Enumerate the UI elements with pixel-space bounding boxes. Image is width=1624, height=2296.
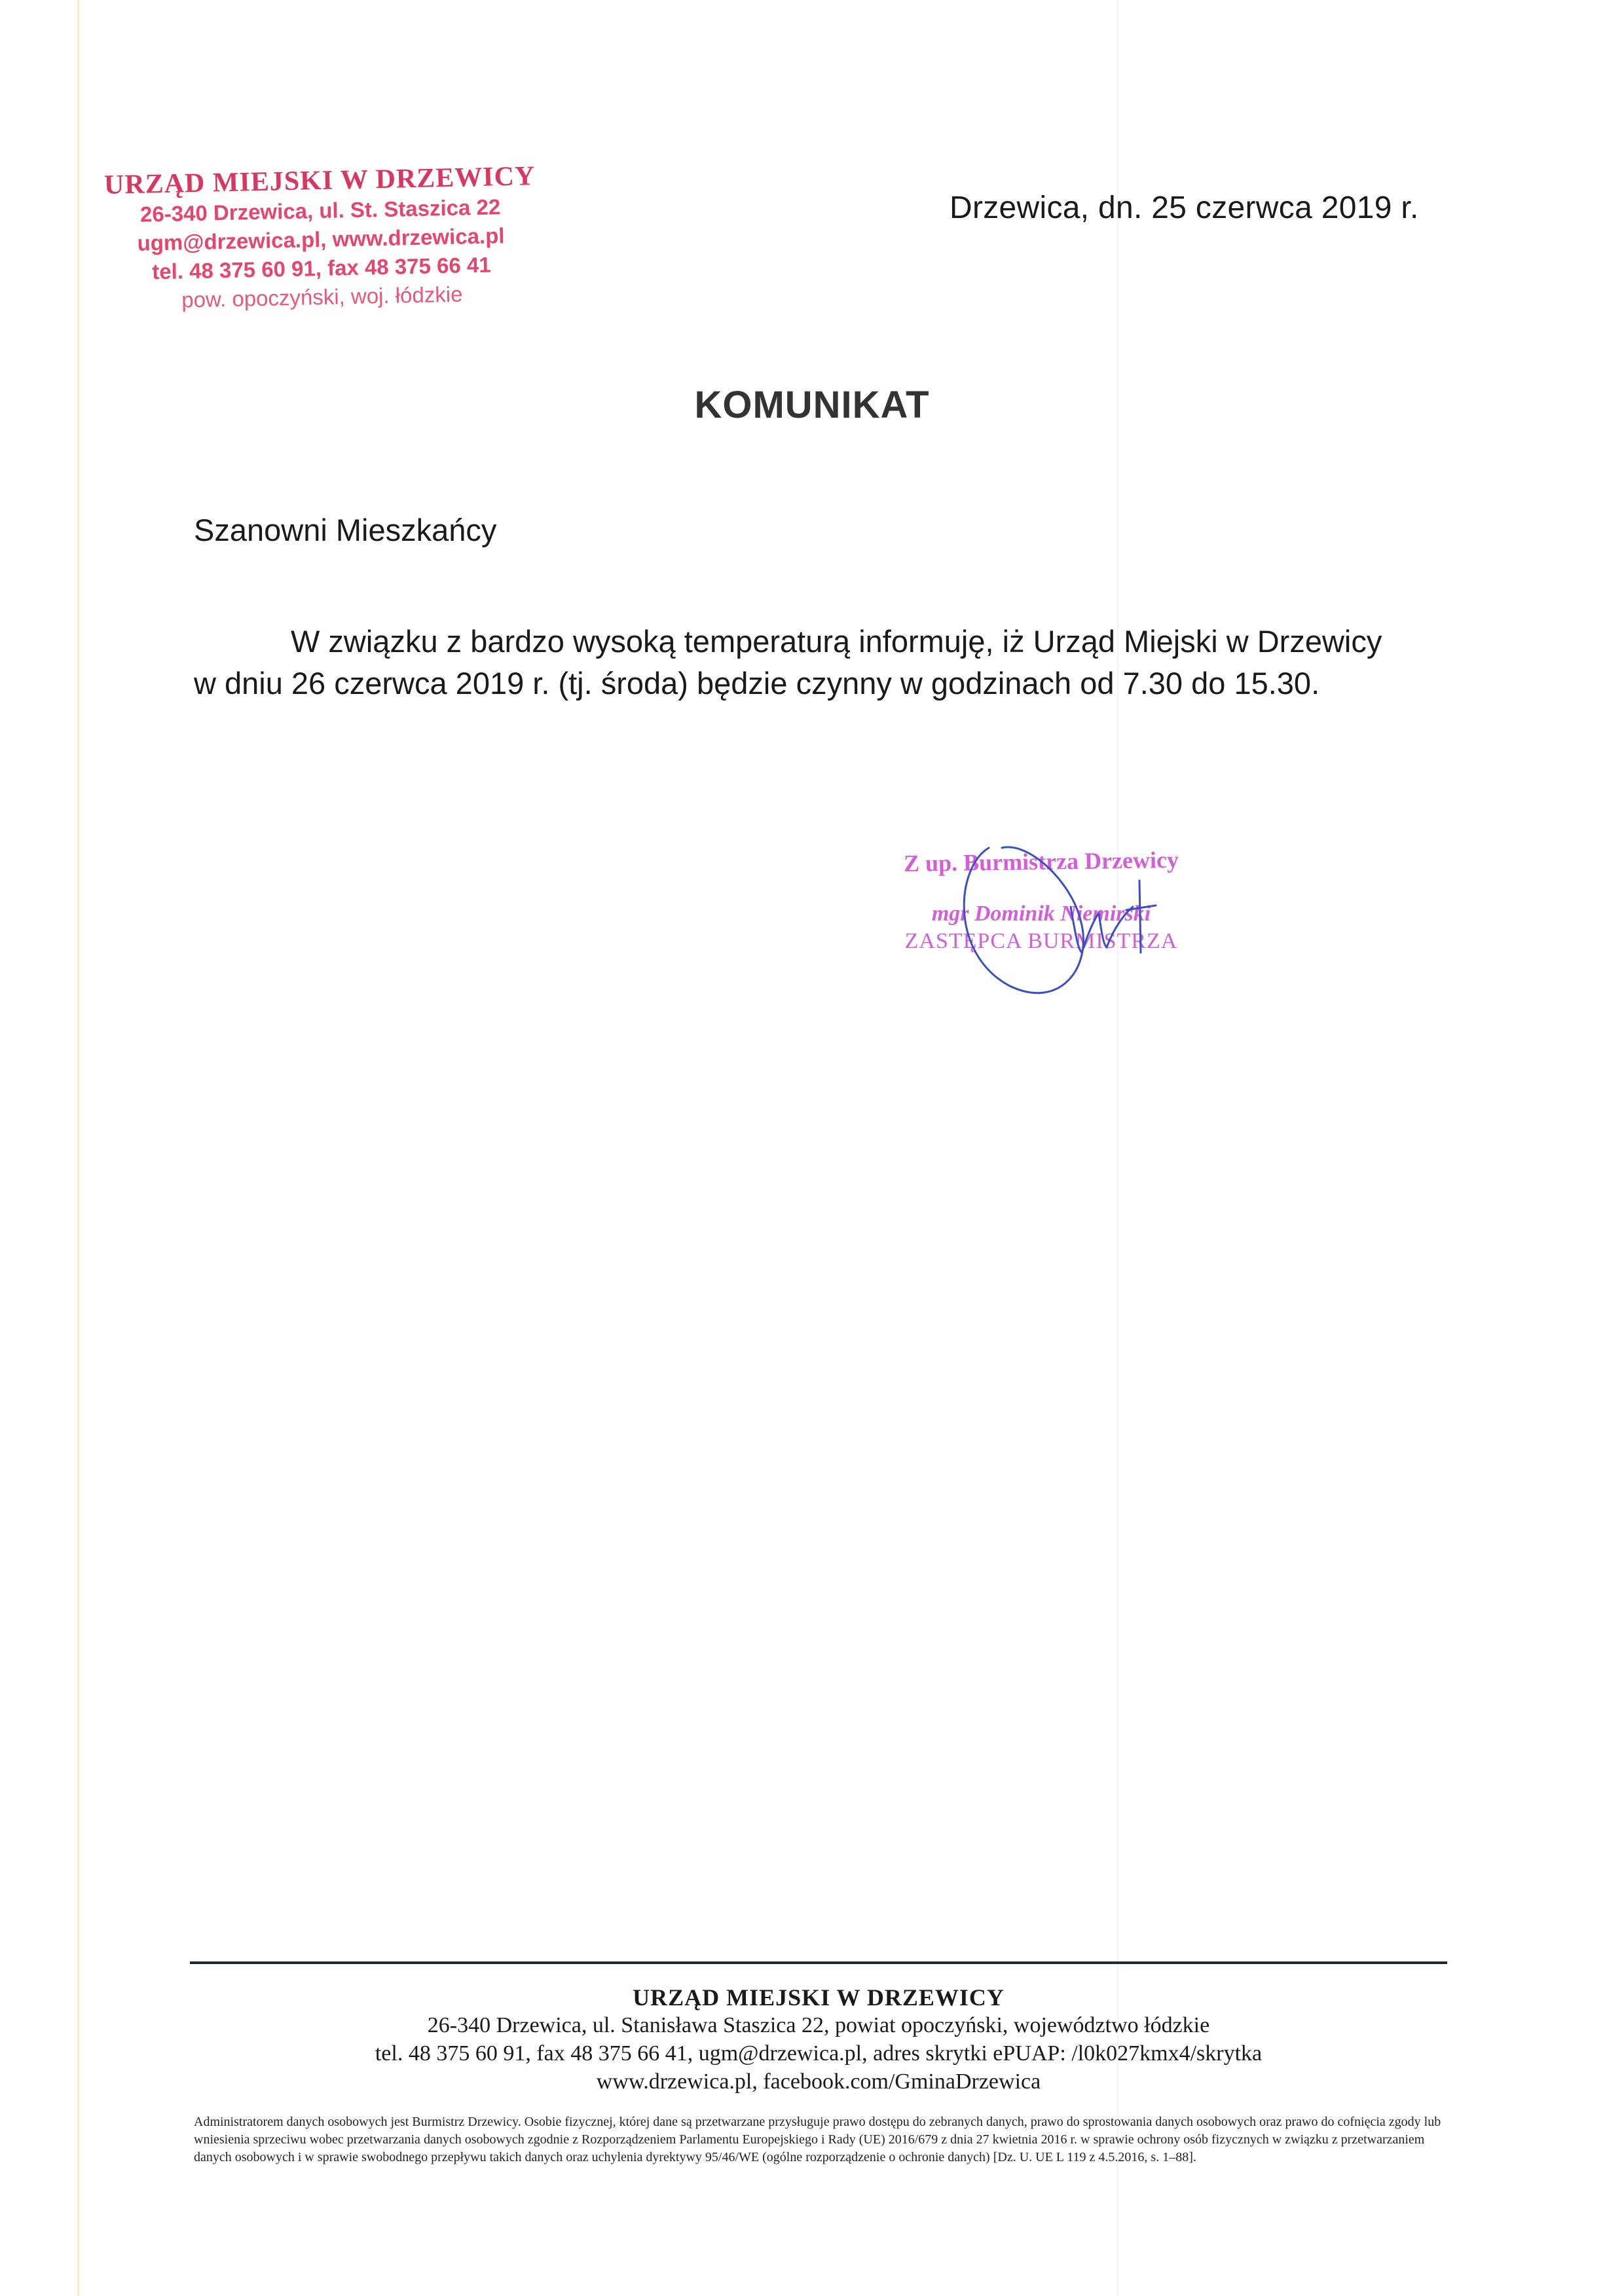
signature-stamp-role: ZASTĘPCA BURMISTRZA bbox=[904, 929, 1178, 953]
footer-contacts: tel. 48 375 60 91, fax 48 375 66 41, ugm@drzewica.pl, adres skrytki ePUAP: /l0k027kmx4/skrytka bbox=[375, 2041, 1263, 2066]
footer bbox=[190, 1984, 1447, 2096]
announcement-body bbox=[194, 621, 1438, 704]
handwritten-signature bbox=[930, 822, 1205, 1018]
scan-edge-mark bbox=[77, 0, 79, 2296]
signature-stamp-name: mgr Dominik Niemirski bbox=[931, 902, 1151, 926]
body-line-2: w dniu 26 czerwca 2019 r. (tj. środa) będzie czynny w godzinach od 7.30 do 15.30. bbox=[194, 666, 1320, 701]
stamp-phone-fax: tel. 48 375 60 91, fax 48 375 66 41 bbox=[151, 252, 491, 284]
stamp-region: pow. opoczyński, woj. łódzkie bbox=[181, 282, 463, 312]
salutation: Szanowni Mieszkańcy bbox=[194, 513, 497, 547]
footer-links: www.drzewica.pl, facebook.com/GminaDrzewica bbox=[596, 2069, 1041, 2094]
office-header-stamp bbox=[103, 160, 539, 316]
document-date: Drzewica, dn. 25 czerwca 2019 r. bbox=[950, 191, 1419, 225]
stamp-address: 26-340 Drzewica, ul. St. Staszica 22 bbox=[139, 194, 501, 227]
footer-divider bbox=[190, 1961, 1447, 1964]
footer-address: 26-340 Drzewica, ul. Stanisława Staszica 22, powiat opoczyński, województwo łódzkie bbox=[427, 2013, 1210, 2037]
stamp-title: URZĄD MIEJSKI W DRZEWICY bbox=[103, 161, 536, 200]
scan-artifact-line bbox=[1117, 0, 1118, 2296]
stamp-email-www: ugm@drzewica.pl, www.drzewica.pl bbox=[137, 223, 505, 255]
footer-title: URZĄD MIEJSKI W DRZEWICY bbox=[633, 1984, 1005, 2011]
document-title: KOMUNIKAT bbox=[694, 384, 930, 426]
body-line-1: W związku z bardzo wysoką temperaturą informuję, iż Urząd Miejski w Drzewicy bbox=[291, 624, 1382, 659]
gdpr-notice: Administratorem danych osobowych jest Burmistrz Drzewicy. Osobie fizycznej, której dane są przetwarzane przysługuje prawo dostępu do zebranych danych, prawo do sprostowania danych osobowych oraz prawo do cofnięcia zgody lub wniesienia sprzeciwu wobec przetwarzania danych osobowych zgodnie z Rozporządzeniem Parlamentu Europejskiego i Rady (UE) 2016/679 z dnia 27 kwietnia 2016 r. w sprawie ochrony osób fizycznych w związku z przetwarzaniem danych osobowych i w sprawie swobodnego przepływu takich danych oraz uchylenia dyrektywy 95/46/WE (ogólne rozporządzenie o ochronie danych) [Dz. U. UE L 119 z 4.5.2016, s. 1–88]. bbox=[194, 2115, 1441, 2164]
signature-stamp-line-1: Z up. Burmistrza Drzewicy bbox=[903, 847, 1179, 877]
